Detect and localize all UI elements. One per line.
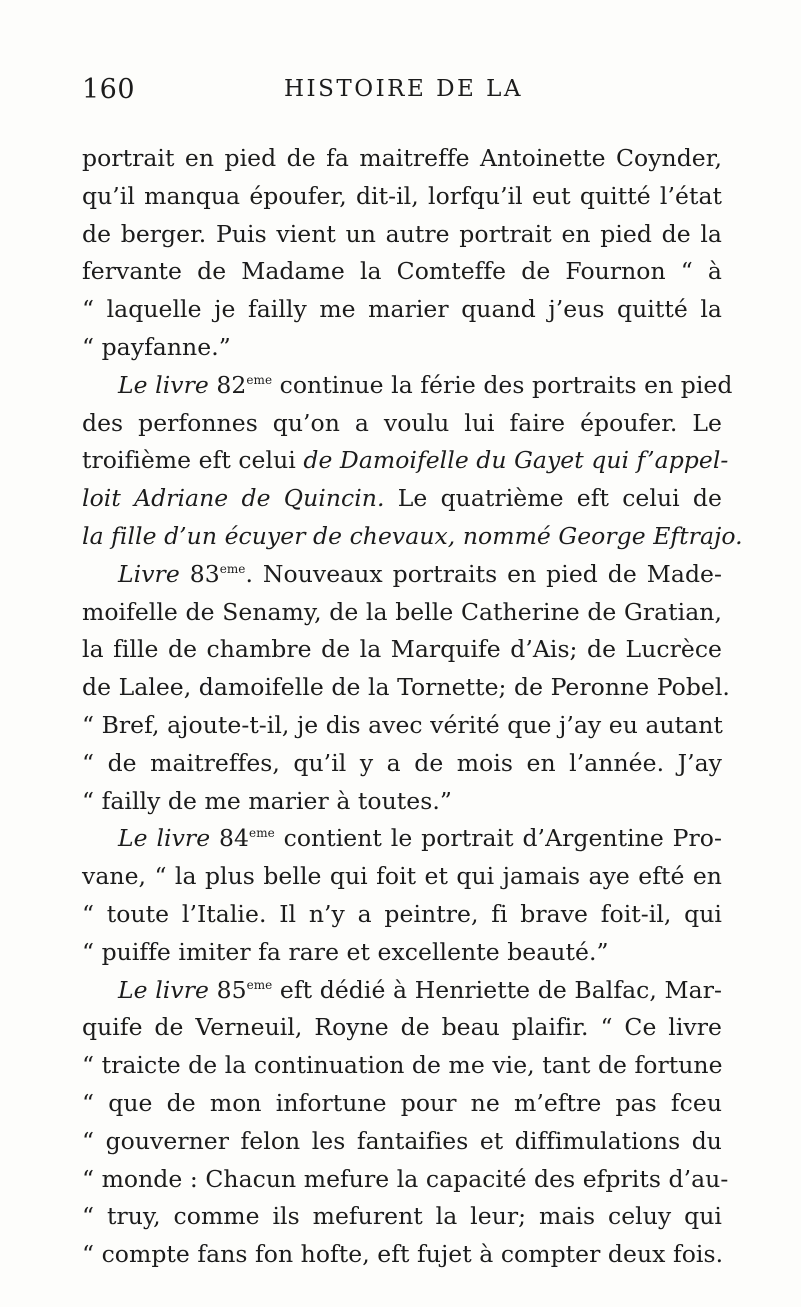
text-line: “ payfanne.” [82,332,231,361]
text-line: Livre 83eme. Nouveaux portraits en pied de Made- [118,559,722,588]
text-line: loit Adriane de Quincin. Le quatrième eft celui de [82,484,722,513]
page-header [82,74,722,114]
text-line: “ Bref, ajoute-t-il, je dis avec vérité que j’ay eu autant [82,710,723,739]
running-title: HISTOIRE DE LA [284,76,524,102]
text-line: “ compte fans fon hofte, eft fujet à compter deux fois. [82,1240,724,1269]
text-line: moifelle de Senamy, de la belle Catherine de Gratian, [82,597,722,626]
text-line: “ gouverner felon les fantaifies et diffimulations du [82,1126,722,1155]
text-line: la fille de chambre de la Marquife d’Ais; de Lucrèce [82,635,722,664]
text-line: fervante de Madame la Comteffe de Fournon “ à [82,257,722,286]
text-line: des perfonnes qu’on a voulu lui faire époufer. Le [82,408,722,437]
text-line: “ puiffe imiter fa rare et excellente beauté.” [82,937,609,966]
text-line: vane, “ la plus belle qui foit et qui jamais aye efté en [82,862,722,891]
text-line: la fille d’un écuyer de chevaux, nommé George Eftrajo. [82,521,743,550]
text-line: “ truy, comme ils mefurent la leur; mais celuy qui [82,1202,722,1231]
text-line: qu’il manqua époufer, dit-il, lorfqu’il eut quitté l’état [82,181,722,210]
text-line: “ que de mon infortune pour ne m’eftre pas fceu [82,1088,722,1117]
text-line: Le livre 85eme eft dédié à Henriette de Balfac, Mar- [118,975,722,1004]
text-line: de berger. Puis vient un autre portrait en pied de la [82,219,722,248]
text-line: “ traicte de la continuation de me vie, tant de fortune [82,1051,723,1080]
text-line: portrait en pied de fa maitreffe Antoinette Coynder, [82,144,722,172]
page-number: 160 [82,74,136,105]
body-text [82,140,743,1274]
text-line: “ failly de me marier à toutes.” [82,786,452,815]
text-line: troifième eft celui de Damoifelle du Gayet qui f’appel- [82,446,729,475]
text-line: “ laquelle je failly me marier quand j’eus quitté la [82,295,722,324]
text-line: “ monde : Chacun mefure la capacité des efprits d’au- [82,1164,729,1193]
text-line: quife de Verneuil, Royne de beau plaifir. “ Ce livre [82,1013,722,1042]
text-line: Le livre 82eme continue la férie des portraits en pied [118,370,733,399]
text-line: de Lalee, damoifelle de la Tornette; de Peronne Pobel. [82,673,730,702]
text-line: “ de maitreffes, qu’il y a de mois en l’année. J’ay [82,748,722,777]
text-line: “ toute l’Italie. Il n’y a peintre, fi brave foit-il, qui [82,899,722,928]
text-line: Le livre 84eme contient le portrait d’Argentine Pro- [118,824,722,853]
